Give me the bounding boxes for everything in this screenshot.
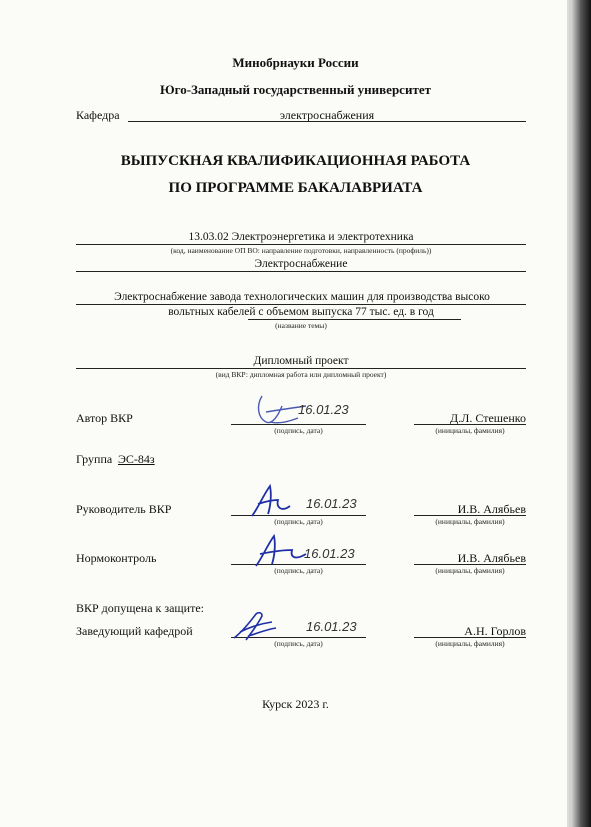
theme-underline-2 — [248, 319, 461, 320]
profile-underline — [76, 271, 526, 272]
normcontrol-label: Нормоконтроль — [76, 551, 157, 565]
department-value: электроснабжения — [279, 108, 375, 122]
normcontrol-sig-caption: (подпись, дата) — [274, 566, 323, 575]
supervisor-name: И.В. Алябьев — [457, 502, 526, 516]
title-line-1: ВЫПУСКНАЯ КВАЛИФИКАЦИОННАЯ РАБОТА — [120, 153, 471, 169]
author-label: Автор ВКР — [76, 411, 133, 425]
supervisor-date: 16.01.23 — [306, 496, 357, 511]
head-sig-caption: (подпись, дата) — [274, 639, 323, 648]
work-type-value: Дипломный проект — [253, 355, 349, 367]
theme-line-1: Электроснабжение завода технологических машин для производства высоко — [114, 291, 490, 303]
work-type-underline — [76, 368, 526, 369]
program-code-caption: (код, наименование ОП ВО: направление подготовки, направленность (профиль)) — [170, 246, 432, 255]
admission-label: ВКР допущена к защите: — [76, 601, 204, 615]
supervisor-signature — [248, 482, 298, 522]
university-heading: Юго-Западный государственный университет — [160, 82, 431, 97]
head-signature — [228, 606, 288, 646]
place-year: Курск 2023 г. — [262, 697, 329, 711]
ministry-heading: Минобрнауки России — [232, 55, 359, 70]
head-label: Заведующий кафедрой — [76, 624, 193, 638]
author-sig-caption: (подпись, дата) — [274, 426, 323, 435]
author-name-caption: (инициалы, фамилия) — [435, 426, 505, 435]
program-code-value: 13.03.02 Электроэнергетика и электротехника — [188, 231, 414, 243]
head-name: А.Н. Горлов — [464, 624, 526, 638]
head-name-caption: (инициалы, фамилия) — [435, 639, 505, 648]
supervisor-sig-caption: (подпись, дата) — [274, 517, 323, 526]
program-underline — [76, 244, 526, 245]
theme-caption: (название темы) — [275, 321, 327, 330]
head-date: 16.01.23 — [306, 619, 357, 634]
group-value: ЭС-84з — [118, 452, 155, 466]
title-line-2: ПО ПРОГРАММЕ БАКАЛАВРИАТА — [168, 180, 423, 196]
normcontrol-date: 16.01.23 — [304, 546, 355, 561]
work-type-caption: (вид ВКР: дипломная работа или дипломный проект) — [215, 370, 387, 379]
author-date: 16.01.23 — [298, 402, 349, 417]
normcontrol-name-caption: (инициалы, фамилия) — [435, 566, 505, 575]
supervisor-name-caption: (инициалы, фамилия) — [435, 517, 505, 526]
department-label: Кафедра — [76, 108, 120, 122]
theme-line-2: вольтных кабелей с объемом выпуска 77 тыс. ед. в год — [168, 306, 434, 318]
normcontrol-signature — [252, 532, 312, 572]
normcontrol-name: И.В. Алябьев — [457, 551, 526, 565]
author-name: Д.Л. Стешенко — [450, 411, 526, 425]
group-label: Группа — [76, 452, 113, 466]
supervisor-label: Руководитель ВКР — [76, 502, 172, 516]
theme-underline-1 — [76, 304, 526, 305]
profile-value: Электроснабжение — [254, 258, 348, 270]
